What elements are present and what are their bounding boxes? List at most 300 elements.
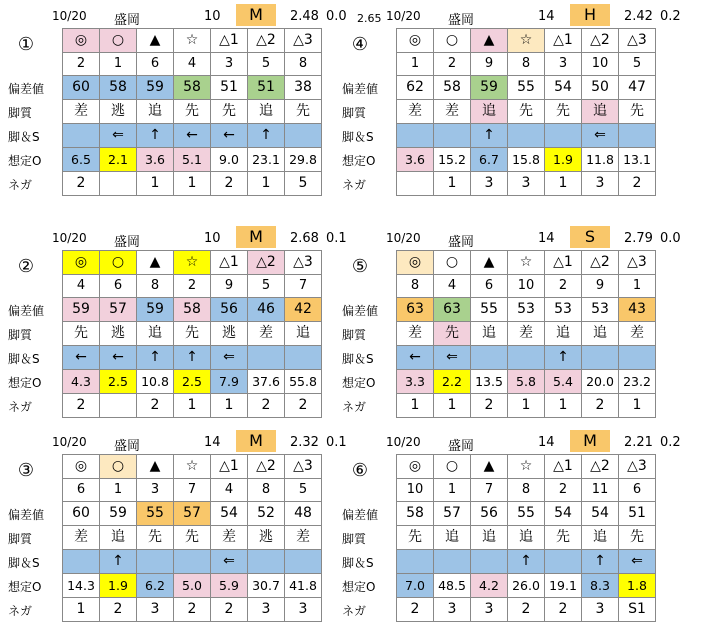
cell-ls	[137, 550, 174, 574]
cell-style: 先	[137, 526, 174, 550]
cell-odds: 1.8	[619, 574, 656, 598]
cell-neg	[100, 172, 137, 196]
row-label-style: 脚質	[342, 328, 367, 342]
row-label-odds: 想定O	[8, 580, 42, 594]
cell-score: 56	[211, 298, 248, 322]
cell-horse: 8	[248, 478, 285, 502]
cell-score: 59	[137, 76, 174, 100]
cell-horse: 1	[100, 52, 137, 76]
cell-style: 差	[508, 322, 545, 346]
cell-ls	[619, 124, 656, 148]
cell-neg	[100, 394, 137, 418]
cell-score: 53	[545, 298, 582, 322]
cell-score: 57	[100, 298, 137, 322]
cell-neg	[397, 172, 434, 196]
cell-horse: 6	[471, 274, 508, 298]
header-race: 14	[538, 231, 555, 246]
cell-horse: 5	[248, 274, 285, 298]
cell-style: 追	[582, 526, 619, 550]
cell-score: 47	[619, 76, 656, 100]
cell-score: 59	[63, 298, 100, 322]
cell-marks: ○	[434, 454, 471, 479]
cell-horse: 6	[137, 52, 174, 76]
cell-ls	[397, 124, 434, 148]
cell-score: 46	[248, 298, 285, 322]
cell-marks: ☆	[174, 28, 211, 53]
cell-horse: 7	[471, 478, 508, 502]
cell-neg: 2	[211, 598, 248, 622]
cell-horse: 3	[137, 478, 174, 502]
header-venue: 盛岡	[114, 13, 141, 28]
cell-style: 差	[619, 322, 656, 346]
panel-number: ①	[17, 34, 35, 55]
cell-ls: ⇐	[100, 124, 137, 148]
header-v1: 2.68	[290, 231, 319, 246]
cell-neg: 2	[211, 172, 248, 196]
header-venue: 盛岡	[114, 439, 141, 454]
cell-score: 42	[285, 298, 322, 322]
cell-odds: 2.1	[100, 148, 137, 172]
cell-neg: 1	[545, 394, 582, 418]
cell-odds: 29.8	[285, 148, 322, 172]
cell-style: 先	[63, 322, 100, 346]
row-label-score: 偏差値	[342, 304, 379, 318]
cell-style: 追	[471, 100, 508, 124]
cell-marks: ▲	[471, 28, 508, 53]
header-v3: 2.65	[357, 12, 382, 25]
cell-odds: 3.6	[397, 148, 434, 172]
header-v1: 2.42	[624, 9, 653, 24]
cell-neg: 3	[582, 172, 619, 196]
cell-neg: 5	[285, 172, 322, 196]
race-panel-5	[8, 430, 374, 618]
panel-header	[52, 4, 382, 28]
cell-score: 43	[619, 298, 656, 322]
cell-score: 58	[397, 502, 434, 526]
cell-odds: 48.5	[434, 574, 471, 598]
cell-odds: 30.7	[248, 574, 285, 598]
cell-odds: 7.9	[211, 370, 248, 394]
header-grade: H	[570, 4, 610, 26]
cell-score: 55	[137, 502, 174, 526]
header-grade: S	[570, 226, 610, 248]
row-label-ls: 脚＆S	[342, 352, 374, 366]
cell-neg: 2	[397, 598, 434, 622]
cell-marks: ◎	[63, 250, 100, 275]
cell-style: 逃	[100, 100, 137, 124]
cell-horse: 1	[434, 478, 471, 502]
cell-horse: 9	[582, 274, 619, 298]
panel-number: ⑤	[351, 256, 369, 277]
cell-style: 先	[545, 526, 582, 550]
cell-horse: 6	[100, 274, 137, 298]
cell-score: 59	[100, 502, 137, 526]
cell-style: 追	[582, 100, 619, 124]
cell-score: 53	[508, 298, 545, 322]
cell-horse: 7	[174, 478, 211, 502]
cell-marks: △1	[211, 454, 248, 479]
cell-odds: 19.1	[545, 574, 582, 598]
cell-ls	[619, 346, 656, 370]
cell-marks: ☆	[508, 454, 545, 479]
cell-score: 55	[471, 298, 508, 322]
cell-style: 先	[397, 526, 434, 550]
cell-style: 先	[619, 526, 656, 550]
cell-score: 62	[397, 76, 434, 100]
cell-marks: ○	[100, 250, 137, 275]
cell-odds: 4.3	[63, 370, 100, 394]
cell-style: 差	[63, 100, 100, 124]
cell-score: 59	[137, 298, 174, 322]
cell-neg: 1	[619, 394, 656, 418]
cell-marks: ☆	[174, 454, 211, 479]
cell-marks: ○	[434, 250, 471, 275]
row-label-style: 脚質	[342, 532, 367, 546]
cell-style: 先	[508, 100, 545, 124]
cell-horse: 8	[137, 274, 174, 298]
cell-odds: 2.2	[434, 370, 471, 394]
cell-horse: 4	[63, 274, 100, 298]
row-label-odds: 想定O	[342, 154, 376, 168]
cell-horse: 8	[285, 52, 322, 76]
cell-style: 逃	[248, 526, 285, 550]
cell-neg: 2	[137, 394, 174, 418]
header-date: 10/20	[386, 435, 421, 449]
cell-ls	[582, 346, 619, 370]
cell-horse: 10	[582, 52, 619, 76]
cell-odds: 23.2	[619, 370, 656, 394]
cell-ls	[434, 124, 471, 148]
cell-ls	[471, 550, 508, 574]
cell-style: 差	[285, 526, 322, 550]
row-label-score: 偏差値	[8, 82, 45, 96]
cell-ls: ←	[211, 124, 248, 148]
cell-style: 逃	[211, 322, 248, 346]
header-v1: 2.48	[290, 9, 319, 24]
header-race: 10	[204, 231, 221, 246]
header-race: 10	[204, 9, 221, 24]
cell-marks: △2	[248, 250, 285, 275]
cell-neg: 1	[248, 172, 285, 196]
cell-score: 57	[174, 502, 211, 526]
row-label-score: 偏差値	[342, 508, 379, 522]
cell-style: 追	[100, 526, 137, 550]
cell-style: 逃	[100, 322, 137, 346]
cell-ls: ↑	[545, 346, 582, 370]
cell-marks: △1	[211, 250, 248, 275]
cell-ls: ⇐	[619, 550, 656, 574]
header-v2: 0.0	[326, 9, 347, 24]
row-label-style: 脚質	[8, 328, 33, 342]
header-date: 10/20	[52, 9, 87, 23]
cell-horse: 9	[211, 274, 248, 298]
cell-odds: 7.0	[397, 574, 434, 598]
cell-style: 差	[63, 526, 100, 550]
cell-odds: 8.3	[582, 574, 619, 598]
cell-marks: △3	[619, 250, 656, 275]
cell-odds: 13.5	[471, 370, 508, 394]
header-venue: 盛岡	[114, 235, 141, 250]
cell-score: 54	[545, 76, 582, 100]
cell-marks: ◎	[397, 454, 434, 479]
cell-ls: ⇐	[434, 346, 471, 370]
cell-score: 59	[471, 76, 508, 100]
header-grade: M	[236, 430, 276, 452]
cell-neg: 3	[508, 172, 545, 196]
cell-neg: 3	[137, 598, 174, 622]
cell-horse: 8	[397, 274, 434, 298]
cell-ls: ↑	[100, 550, 137, 574]
row-label-neg: ネガ	[342, 604, 367, 618]
cell-marks: ☆	[508, 28, 545, 53]
panel-header	[386, 430, 708, 454]
row-label-ls: 脚＆S	[342, 130, 374, 144]
row-label-style: 脚質	[8, 532, 33, 546]
cell-marks: ○	[100, 454, 137, 479]
header-v1: 2.32	[290, 435, 319, 450]
row-label-ls: 脚＆S	[8, 352, 40, 366]
cell-marks: ☆	[508, 250, 545, 275]
cell-score: 50	[582, 76, 619, 100]
cell-neg: 3	[471, 598, 508, 622]
cell-odds: 14.3	[63, 574, 100, 598]
cell-horse: 10	[508, 274, 545, 298]
cell-score: 55	[508, 502, 545, 526]
cell-neg: 3	[434, 598, 471, 622]
row-label-neg: ネガ	[8, 178, 33, 192]
cell-style: 差	[248, 322, 285, 346]
cell-ls: ←	[174, 124, 211, 148]
panel-header	[52, 226, 374, 250]
cell-ls	[434, 550, 471, 574]
cell-odds: 4.2	[471, 574, 508, 598]
cell-horse: 5	[285, 478, 322, 502]
cell-neg: 2	[100, 598, 137, 622]
cell-score: 60	[63, 76, 100, 100]
race-panel-1	[8, 4, 382, 192]
cell-horse: 1	[397, 52, 434, 76]
header-grade: M	[236, 4, 276, 26]
race-panel-3	[8, 226, 374, 414]
cell-ls: ⇐	[211, 346, 248, 370]
cell-marks: △2	[582, 28, 619, 53]
cell-score: 58	[100, 76, 137, 100]
cell-horse: 2	[434, 52, 471, 76]
cell-score: 51	[619, 502, 656, 526]
cell-neg: 3	[285, 598, 322, 622]
cell-odds: 41.8	[285, 574, 322, 598]
cell-score: 63	[397, 298, 434, 322]
race-panel-4	[342, 226, 708, 414]
cell-score: 51	[211, 76, 248, 100]
cell-marks: △3	[619, 28, 656, 53]
cell-neg: 1	[434, 172, 471, 196]
cell-style: 先	[545, 100, 582, 124]
cell-horse: 1	[100, 478, 137, 502]
cell-marks: △3	[285, 250, 322, 275]
cell-score: 58	[174, 298, 211, 322]
cell-horse: 6	[63, 478, 100, 502]
cell-marks: △2	[582, 250, 619, 275]
row-label-odds: 想定O	[8, 376, 42, 390]
row-label-neg: ネガ	[8, 400, 33, 414]
cell-style: 差	[397, 100, 434, 124]
cell-horse: 2	[63, 52, 100, 76]
cell-score: 58	[174, 76, 211, 100]
cell-style: 先	[211, 100, 248, 124]
cell-horse: 2	[174, 274, 211, 298]
row-label-neg: ネガ	[342, 178, 367, 192]
cell-neg: 1	[545, 172, 582, 196]
cell-marks: △1	[545, 28, 582, 53]
row-label-odds: 想定O	[342, 376, 376, 390]
cell-odds: 20.0	[582, 370, 619, 394]
row-label-ls: 脚＆S	[342, 556, 374, 570]
cell-style: 先	[174, 322, 211, 346]
cell-marks: ▲	[137, 250, 174, 275]
cell-style: 先	[285, 100, 322, 124]
cell-score: 51	[248, 76, 285, 100]
cell-horse: 4	[211, 478, 248, 502]
cell-neg: 1	[174, 394, 211, 418]
cell-odds: 5.1	[174, 148, 211, 172]
cell-neg: 1	[63, 598, 100, 622]
cell-horse: 4	[434, 274, 471, 298]
cell-score: 52	[248, 502, 285, 526]
panel-number: ⑥	[351, 460, 369, 481]
row-label-ls: 脚＆S	[8, 556, 40, 570]
cell-horse: 1	[619, 274, 656, 298]
cell-odds: 1.9	[545, 148, 582, 172]
header-v1: 2.21	[624, 435, 653, 450]
cell-marks: ◎	[397, 250, 434, 275]
cell-odds: 15.8	[508, 148, 545, 172]
cell-neg: 2	[582, 394, 619, 418]
cell-score: 56	[471, 502, 508, 526]
cell-ls	[508, 124, 545, 148]
cell-neg: 2	[63, 172, 100, 196]
cell-odds: 9.0	[211, 148, 248, 172]
race-panel-6	[342, 430, 708, 618]
panel-header	[386, 4, 708, 28]
cell-ls	[285, 550, 322, 574]
cell-horse: 3	[211, 52, 248, 76]
panel-header	[386, 226, 708, 250]
cell-ls	[63, 550, 100, 574]
cell-marks: ▲	[471, 454, 508, 479]
cell-style: 先	[434, 322, 471, 346]
header-race: 14	[538, 9, 555, 24]
cell-neg: S1	[619, 598, 656, 622]
cell-marks: ○	[100, 28, 137, 53]
cell-style: 差	[211, 526, 248, 550]
row-label-score: 偏差値	[342, 82, 379, 96]
cell-style: 先	[174, 100, 211, 124]
cell-score: 54	[545, 502, 582, 526]
cell-odds: 23.1	[248, 148, 285, 172]
cell-ls	[508, 346, 545, 370]
cell-neg: 2	[508, 598, 545, 622]
header-v2: 0.1	[326, 231, 347, 246]
cell-odds: 37.6	[248, 370, 285, 394]
cell-horse: 6	[619, 478, 656, 502]
cell-odds: 6.2	[137, 574, 174, 598]
cell-neg: 1	[174, 172, 211, 196]
panel-number: ②	[17, 256, 35, 277]
cell-neg: 2	[471, 394, 508, 418]
cell-ls	[248, 346, 285, 370]
header-date: 10/20	[386, 231, 421, 245]
cell-marks: ◎	[63, 454, 100, 479]
cell-odds: 55.8	[285, 370, 322, 394]
cell-style: 差	[434, 100, 471, 124]
cell-marks: ◎	[63, 28, 100, 53]
header-venue: 盛岡	[448, 13, 475, 28]
cell-style: 追	[248, 100, 285, 124]
cell-neg: 2	[248, 394, 285, 418]
cell-marks: △3	[619, 454, 656, 479]
cell-style: 追	[471, 526, 508, 550]
cell-marks: △3	[285, 454, 322, 479]
panel-header	[52, 430, 374, 454]
row-label-style: 脚質	[8, 106, 33, 120]
cell-style: 追	[434, 526, 471, 550]
cell-ls: ←	[397, 346, 434, 370]
cell-ls	[248, 550, 285, 574]
cell-neg: 3	[582, 598, 619, 622]
cell-marks: △2	[248, 28, 285, 53]
cell-score: 63	[434, 298, 471, 322]
cell-score: 55	[508, 76, 545, 100]
cell-neg: 2	[63, 394, 100, 418]
cell-odds: 5.0	[174, 574, 211, 598]
cell-ls	[397, 550, 434, 574]
cell-odds: 2.5	[174, 370, 211, 394]
cell-score: 58	[434, 76, 471, 100]
cell-neg: 1	[508, 394, 545, 418]
cell-ls: ↑	[508, 550, 545, 574]
panel-number: ④	[351, 34, 369, 55]
header-v1: 2.79	[624, 231, 653, 246]
cell-neg: 1	[434, 394, 471, 418]
cell-marks: ○	[434, 28, 471, 53]
cell-odds: 3.3	[397, 370, 434, 394]
cell-marks: △1	[545, 454, 582, 479]
cell-style: 追	[137, 322, 174, 346]
header-v2: 0.2	[660, 435, 681, 450]
row-label-odds: 想定O	[8, 154, 42, 168]
cell-ls: ←	[100, 346, 137, 370]
cell-odds: 26.0	[508, 574, 545, 598]
cell-ls	[545, 124, 582, 148]
cell-neg: 2	[285, 394, 322, 418]
header-v2: 0.1	[326, 435, 347, 450]
cell-odds: 13.1	[619, 148, 656, 172]
cell-neg: 1	[137, 172, 174, 196]
cell-odds: 5.4	[545, 370, 582, 394]
cell-odds: 11.8	[582, 148, 619, 172]
cell-horse: 2	[545, 478, 582, 502]
cell-marks: △2	[248, 454, 285, 479]
cell-style: 追	[285, 322, 322, 346]
cell-marks: ☆	[174, 250, 211, 275]
header-v2: 0.2	[660, 9, 681, 24]
cell-score: 54	[582, 502, 619, 526]
cell-ls	[63, 124, 100, 148]
cell-neg: 2	[545, 598, 582, 622]
header-race: 14	[204, 435, 221, 450]
header-v2: 0.0	[660, 231, 681, 246]
